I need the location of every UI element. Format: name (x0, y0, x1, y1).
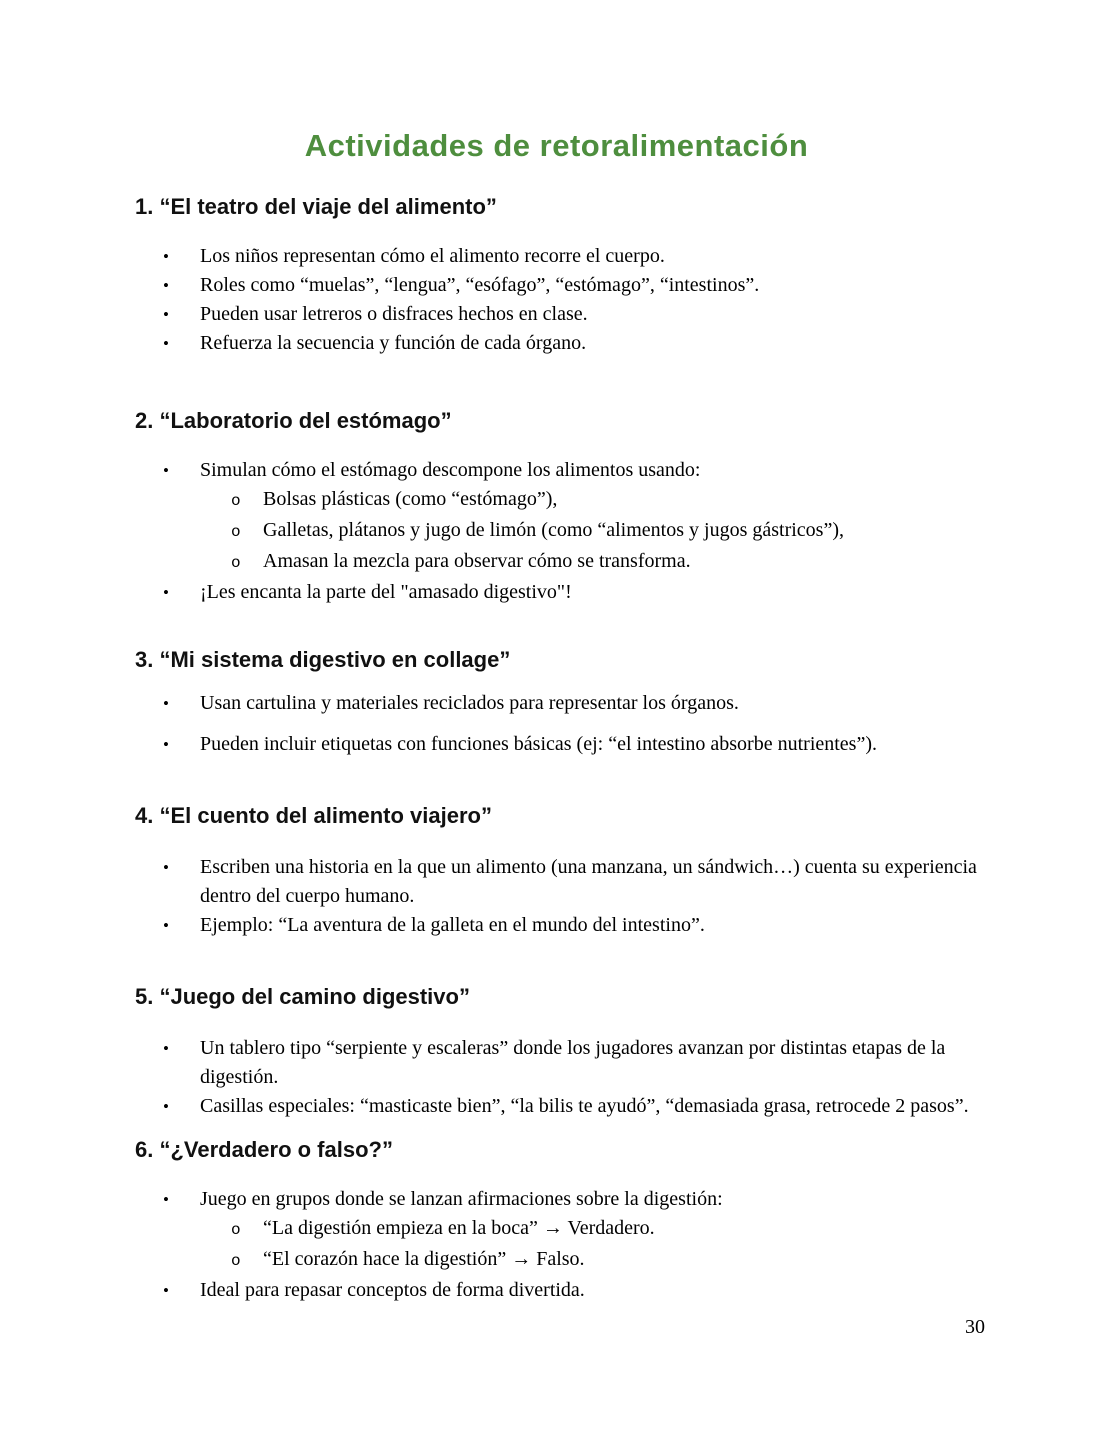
circle-bullet-icon: o (231, 492, 241, 510)
circle-bullet-icon: o (231, 1252, 241, 1270)
bullet-text: Un tablero tipo “serpiente y escaleras” donde los jugadores avanzan por distintas etapas de la digestión. (200, 1037, 946, 1088)
sub-bullet-item (135, 485, 978, 516)
bullet-text: Ideal para repasar conceptos de forma divertida. (200, 1279, 585, 1301)
section-1 (135, 194, 978, 358)
bullet-icon: • (163, 694, 169, 713)
bullet-icon: • (163, 735, 169, 754)
section-heading: 3. “Mi sistema digestivo en collage” (135, 647, 511, 672)
bullet-text: Usan cartulina y materiales reciclados para representar los órganos. (200, 692, 739, 714)
bullet-text: Galletas, plátanos y jugo de limón (como “alimentos y jugos gástricos”), (263, 519, 844, 541)
section-heading: 4. “El cuento del alimento viajero” (135, 803, 492, 828)
bullet-text: Amasan la mezcla para observar cómo se transforma. (263, 550, 691, 572)
bullet-text: Casillas especiales: “masticaste bien”, “la bilis te ayudó”, “demasiada grasa, retrocede 2 pasos”. (200, 1095, 969, 1117)
bullet-item (135, 242, 978, 271)
bullet-text: Pueden usar letreros o disfraces hechos en clase. (200, 303, 588, 325)
bullet-list (135, 1034, 978, 1121)
bullet-icon: • (163, 247, 169, 266)
bullet-item (135, 730, 978, 759)
bullet-icon: • (163, 1281, 169, 1300)
bullet-text: Bolsas plásticas (como “estómago”), (263, 488, 558, 510)
page-number: 30 (965, 1316, 985, 1338)
bullet-icon: • (163, 276, 169, 295)
bullet-icon: • (163, 858, 169, 877)
section-heading: 5. “Juego del camino digestivo” (135, 984, 470, 1009)
bullet-item (135, 853, 978, 911)
bullet-text: Juego en grupos donde se lanzan afirmaciones sobre la digestión: (200, 1188, 723, 1210)
bullet-icon: • (163, 461, 169, 480)
section-5 (135, 984, 978, 1121)
bullet-item (135, 1034, 978, 1092)
bullet-icon: • (163, 334, 169, 353)
bullet-item (135, 300, 978, 329)
section-4 (135, 803, 978, 940)
bullet-text: Escriben una historia en la que un alimento (una manzana, un sándwich…) cuenta su experiencia dentro del cuerpo humano. (200, 856, 977, 907)
bullet-list (135, 853, 978, 940)
bullet-item (135, 456, 978, 485)
sub-bullet-item (135, 516, 978, 547)
circle-bullet-icon: o (231, 1221, 241, 1239)
bullet-icon: • (163, 1097, 169, 1116)
sub-bullet-item (135, 1214, 978, 1245)
bullet-item (135, 911, 978, 940)
section-heading: 1. “El teatro del viaje del alimento” (135, 194, 497, 219)
bullet-text: Roles como “muelas”, “lengua”, “esófago”, “estómago”, “intestinos”. (200, 274, 760, 296)
circle-bullet-icon: o (231, 554, 241, 572)
section-2 (135, 408, 978, 607)
bullet-icon: • (163, 916, 169, 935)
circle-bullet-icon: o (231, 523, 241, 541)
page-title: Actividades de retoralimentación (304, 128, 809, 163)
bullet-text: ¡Les encanta la parte del "amasado digestivo"! (200, 581, 572, 603)
bullet-item (135, 689, 978, 718)
bullet-text: “El corazón hace la digestión” → Falso. (263, 1248, 585, 1270)
bullet-text: “La digestión empieza en la boca” → Verdadero. (263, 1217, 655, 1239)
bullet-text: Simulan cómo el estómago descompone los alimentos usando: (200, 459, 701, 481)
section-heading: 2. “Laboratorio del estómago” (135, 408, 452, 433)
bullet-list (135, 1185, 978, 1305)
bullet-item (135, 578, 978, 607)
bullet-item (135, 1185, 978, 1214)
bullet-item (135, 1276, 978, 1305)
bullet-item (135, 1092, 978, 1121)
bullet-icon: • (163, 1039, 169, 1058)
bullet-text: Ejemplo: “La aventura de la galleta en el mundo del intestino”. (200, 914, 705, 936)
bullet-icon: • (163, 305, 169, 324)
bullet-item (135, 329, 978, 358)
bullet-text: Los niños representan cómo el alimento recorre el cuerpo. (200, 245, 665, 267)
bullet-icon: • (163, 1190, 169, 1209)
sub-bullet-item (135, 1245, 978, 1276)
bullet-icon: • (163, 583, 169, 602)
bullet-list (135, 689, 978, 759)
sub-bullet-item (135, 547, 978, 578)
bullet-list (135, 242, 978, 358)
bullet-list (135, 456, 978, 607)
section-6 (135, 1137, 978, 1305)
section-3 (135, 647, 978, 759)
section-heading: 6. “¿Verdadero o falso?” (135, 1137, 393, 1162)
bullet-item (135, 271, 978, 300)
bullet-text: Pueden incluir etiquetas con funciones básicas (ej: “el intestino absorbe nutrientes”). (200, 733, 878, 755)
bullet-text: Refuerza la secuencia y función de cada órgano. (200, 332, 587, 354)
